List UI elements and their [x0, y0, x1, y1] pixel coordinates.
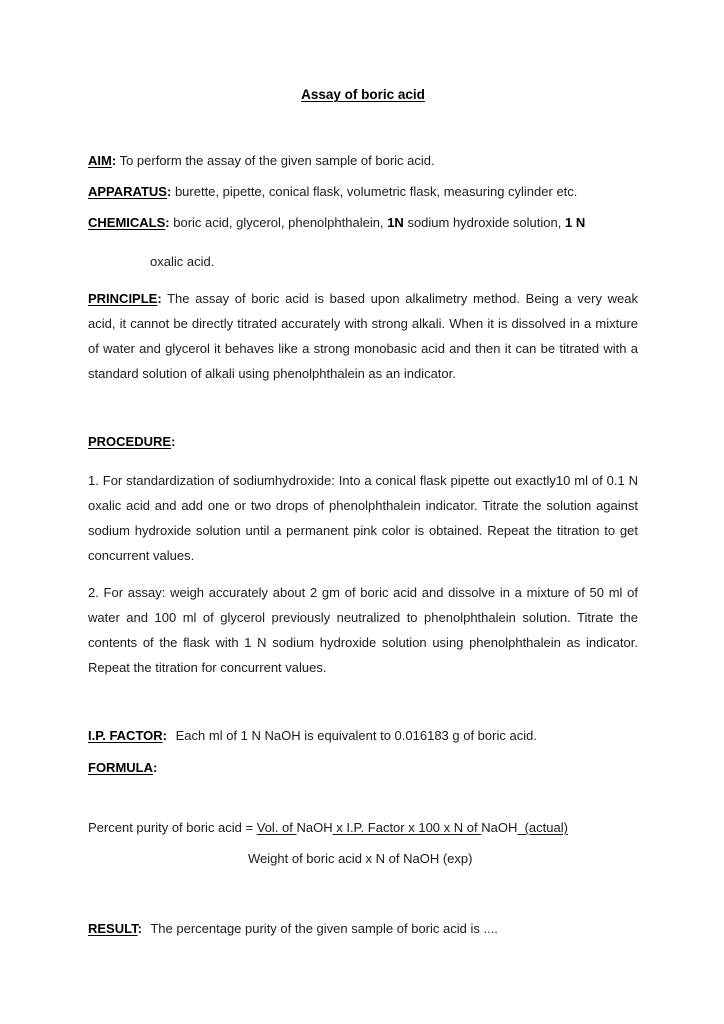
ip-factor-colon: :: [162, 728, 167, 743]
formula-numerator-underlined-3: (actual): [517, 820, 568, 835]
principle-paragraph: [88, 286, 638, 386]
aim-label: AIM: [88, 153, 112, 168]
chemicals-label: CHEMICALS: [88, 215, 166, 230]
aim-text: To perform the assay of the given sample of boric acid.: [119, 153, 435, 168]
chemicals-bold-1n: 1N: [387, 215, 404, 230]
page-title: [88, 84, 638, 105]
procedure-step-1: 1. For standardization of sodiumhydroxide: Into a conical flask pipette out exactly10 ml of 0.1 N oxalic acid and add one or two drops of phenolphthalein indicator. Titrate the solution against sodium hydroxide solution until a permanent pink color is obtained. Repeat the titration to get concurrent values.: [88, 473, 638, 563]
formula-denominator: Weight of boric acid x N of NaOH (exp): [248, 851, 473, 866]
aim-colon: :: [111, 153, 117, 168]
formula-lead: Percent purity of boric acid =: [88, 820, 257, 835]
procedure-step-2: 2. For assay: weigh accurately about 2 gm of boric acid and dissolve in a mixture of 50 ml of water and 100 ml of glycerol previously neutralized to phenolphthalein solution. Titrate the contents of the flask with 1 N sodium hydroxide solution using phenolphthalein as indicator. Repeat the titration for concurrent values.: [88, 585, 638, 675]
result-text: The percentage purity of the given sample of boric acid is ....: [150, 921, 498, 936]
formula-numerator-line: [88, 817, 638, 838]
chemicals-colon: :: [165, 215, 170, 230]
formula-colon: :: [153, 760, 158, 775]
formula-numerator-plain-2: NaOH: [481, 820, 518, 835]
chemicals-text-run2: sodium hydroxide solution,: [407, 215, 562, 230]
procedure-label: PROCEDURE: [88, 434, 172, 449]
chemicals-text-run1: boric acid, glycerol, phenolphthalein,: [173, 215, 384, 230]
principle-label: PRINCIPLE: [88, 291, 158, 306]
formula-heading: [88, 757, 638, 778]
procedure-colon: :: [171, 434, 176, 449]
formula-numerator-underlined-2: x I.P. Factor x 100 x N of: [332, 820, 482, 835]
result-label: RESULT: [88, 921, 138, 936]
apparatus-line: [88, 181, 638, 202]
formula-numerator-underlined-1: Vol. of: [256, 820, 297, 835]
apparatus-colon: :: [166, 184, 172, 199]
chemicals-continuation: oxalic acid.: [150, 254, 215, 269]
ip-factor-line: [88, 725, 638, 746]
apparatus-text: burette, pipette, conical flask, volumetric flask, measuring cylinder etc.: [174, 184, 578, 199]
chemicals-line: [88, 212, 638, 233]
formula-label: FORMULA: [88, 760, 153, 775]
principle-text: The assay of boric acid is based upon alkalimetry method. Being a very weak acid, it cannot be directly titrated accurately with strong alkali. When it is dissolved in a mixture of water and glycerol it behaves like a strong monobasic acid and then it can be titrated with a standard solution of alkali using phenolphthalein as an indicator.: [88, 291, 638, 381]
procedure-heading: [88, 431, 638, 452]
ip-factor-label: I.P. FACTOR: [88, 728, 163, 743]
result-line: [88, 918, 638, 939]
result-colon: :: [137, 921, 142, 936]
principle-colon: :: [157, 291, 162, 306]
aim-line: [88, 150, 638, 171]
formula-numerator-plain-1: NaOH: [296, 820, 333, 835]
page-title-text: Assay of boric acid: [301, 87, 425, 102]
ip-factor-text: Each ml of 1 N NaOH is equivalent to 0.016183 g of boric acid.: [175, 728, 537, 743]
chemicals-bold-1-n: 1 N: [564, 215, 586, 230]
apparatus-label: APPARATUS: [88, 184, 167, 199]
